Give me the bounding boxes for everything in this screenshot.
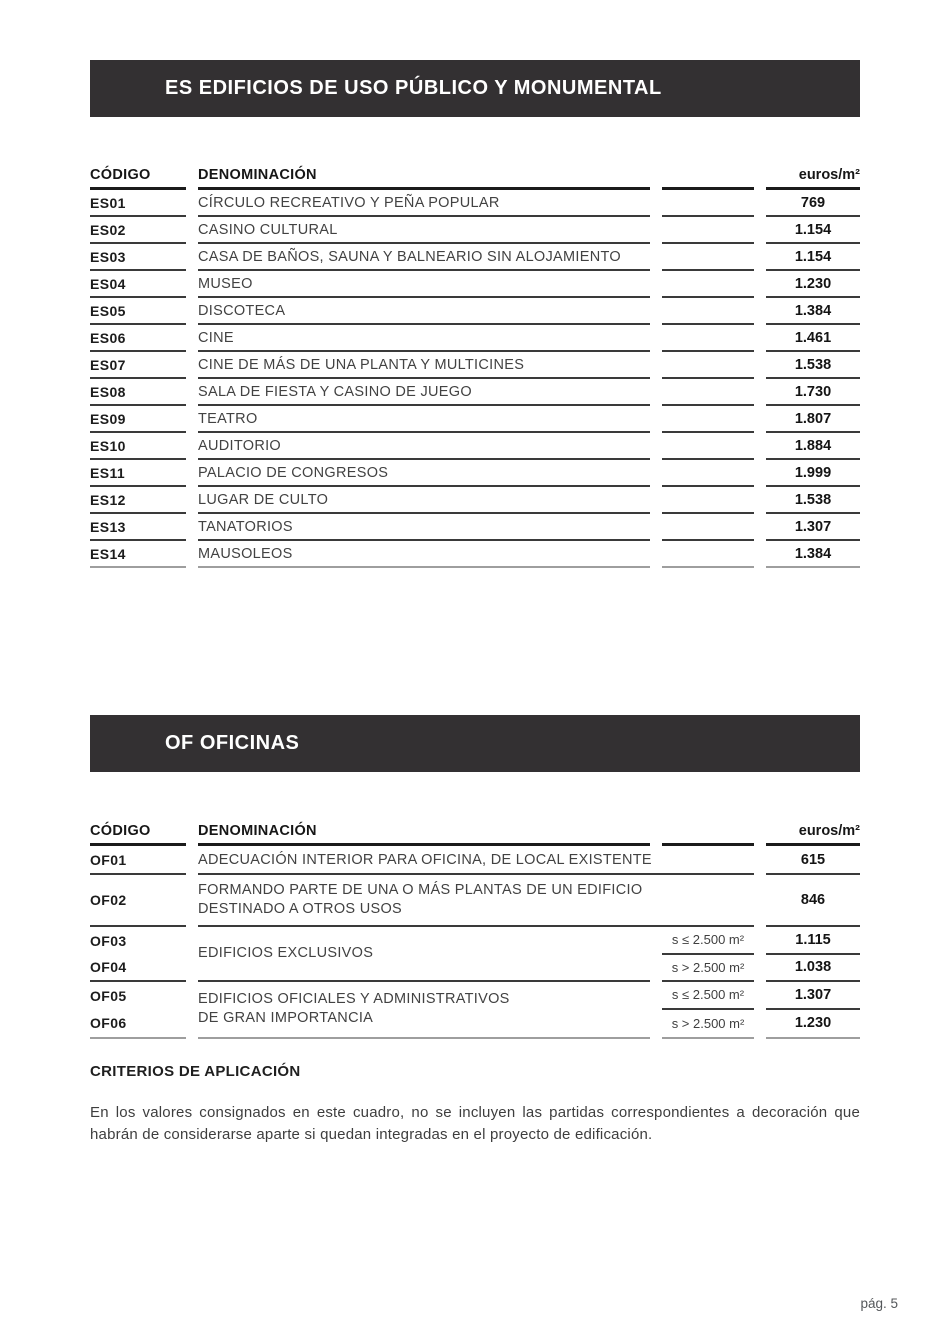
table-row [90, 487, 860, 514]
table-row [90, 460, 860, 487]
table-row [90, 352, 860, 379]
row-value: 1.384 [766, 541, 860, 568]
row-value: 1.884 [766, 433, 860, 460]
row-code: ES10 [90, 433, 186, 460]
row-denomination: CASINO CULTURAL [198, 217, 650, 244]
row-value: 1.730 [766, 379, 860, 406]
of-table-header-row [90, 819, 860, 846]
row-code: OF02 [90, 875, 186, 927]
row-denomination-line1: FORMANDO PARTE DE UNA O MÁS PLANTAS DE UN EDIFICIO [198, 882, 643, 898]
row-value: 1.999 [766, 460, 860, 487]
row-denomination-line2: DESTINADO A OTROS USOS [198, 900, 402, 917]
group-denomination [198, 982, 650, 1039]
table-row [90, 271, 860, 298]
section-banner-of [90, 715, 860, 772]
row-code: ES07 [90, 352, 186, 379]
row-code: OF04 [90, 955, 186, 982]
table-row [90, 298, 860, 325]
row-condition-empty [662, 325, 754, 352]
row-denomination: LUGAR DE CULTO [198, 487, 650, 514]
es-table [90, 163, 860, 568]
row-value: 1.230 [766, 271, 860, 298]
row-condition-empty [662, 352, 754, 379]
row-value: 1.230 [766, 1010, 860, 1039]
row-code: ES05 [90, 298, 186, 325]
column-header-condition-empty [662, 819, 754, 846]
row-code: ES04 [90, 271, 186, 298]
row-denomination: TEATRO [198, 406, 650, 433]
row-condition: s > 2.500 m² [662, 1010, 754, 1039]
table-row [90, 325, 860, 352]
group-denomination-line2: DE GRAN IMPORTANCIA [198, 1010, 374, 1027]
row-condition-empty [662, 487, 754, 514]
row-denomination: SALA DE FIESTA Y CASINO DE JUEGO [198, 379, 650, 406]
table-row [90, 190, 860, 217]
row-condition-empty [662, 514, 754, 541]
table-row [90, 514, 860, 541]
row-denomination: ADECUACIÓN INTERIOR PARA OFICINA, DE LOCAL EXISTENTE [198, 846, 754, 875]
row-code: ES08 [90, 379, 186, 406]
page-content [0, 60, 950, 1147]
row-code: ES01 [90, 190, 186, 217]
row-value: 1.461 [766, 325, 860, 352]
row-denomination: CINE DE MÁS DE UNA PLANTA Y MULTICINES [198, 352, 650, 379]
row-denomination: TANATORIOS [198, 514, 650, 541]
table-row [90, 217, 860, 244]
row-code: ES03 [90, 244, 186, 271]
row-value: 1.307 [766, 514, 860, 541]
row-code: ES09 [90, 406, 186, 433]
row-condition: s ≤ 2.500 m² [662, 927, 754, 955]
table-row-group [90, 982, 860, 1039]
row-code: OF06 [90, 1010, 186, 1039]
row-condition: s ≤ 2.500 m² [662, 982, 754, 1010]
row-condition-empty [662, 460, 754, 487]
row-code: ES12 [90, 487, 186, 514]
row-value: 1.115 [766, 927, 860, 955]
row-denomination: AUDITORIO [198, 433, 650, 460]
row-code: OF05 [90, 987, 127, 1004]
row-condition-empty [662, 406, 754, 433]
row-condition-empty [662, 244, 754, 271]
table-row [90, 406, 860, 433]
row-condition-empty [662, 190, 754, 217]
row-value: 846 [766, 875, 860, 927]
row-condition-empty [662, 379, 754, 406]
table-row [90, 244, 860, 271]
row-code: ES02 [90, 217, 186, 244]
column-header-unit: euros/m² [766, 163, 860, 190]
column-header-condition-empty [662, 163, 754, 190]
page-number: pág. 5 [860, 1296, 898, 1311]
criteria-heading: CRITERIOS DE APLICACIÓN [90, 1062, 301, 1080]
column-header-denomination: DENOMINACIÓN [198, 819, 650, 846]
row-value: 1.807 [766, 406, 860, 433]
section-title-of: OF OFICINAS [165, 732, 300, 754]
row-value: 1.538 [766, 487, 860, 514]
row-code: ES06 [90, 325, 186, 352]
row-denomination: MAUSOLEOS [198, 541, 650, 568]
row-code: OF01 [90, 846, 186, 875]
column-header-code: CÓDIGO [90, 163, 186, 190]
criteria-paragraph: En los valores consignados en este cuadro, no se incluyen las partidas correspondientes a decoración que habrán de considerarse aparte si quedan integradas en el proyecto de edificación. [90, 1103, 860, 1144]
section-banner-es [90, 60, 860, 117]
row-denomination [198, 875, 754, 927]
row-condition-empty [662, 298, 754, 325]
table-row [90, 379, 860, 406]
section-title-es: ES EDIFICIOS DE USO PÚBLICO Y MONUMENTAL [165, 77, 662, 99]
column-header-denomination: DENOMINACIÓN [198, 163, 650, 190]
row-value: 1.038 [766, 955, 860, 982]
row-value: 1.384 [766, 298, 860, 325]
column-header-code: CÓDIGO [90, 819, 186, 846]
row-value: 769 [766, 190, 860, 217]
row-denomination: PALACIO DE CONGRESOS [198, 460, 650, 487]
row-code: ES14 [90, 541, 186, 568]
row-denomination: DISCOTECA [198, 298, 650, 325]
row-value: 1.538 [766, 352, 860, 379]
row-condition-empty [662, 541, 754, 568]
row-code: ES13 [90, 514, 186, 541]
row-value: 615 [766, 846, 860, 875]
of-table [90, 819, 860, 1039]
table-row [90, 875, 860, 927]
row-code: ES11 [90, 460, 186, 487]
table-row [90, 541, 860, 568]
row-condition-empty [662, 433, 754, 460]
row-denomination: CASA DE BAÑOS, SAUNA Y BALNEARIO SIN ALOJAMIENTO [198, 244, 650, 271]
row-denomination: CINE [198, 325, 650, 352]
row-condition: s > 2.500 m² [662, 955, 754, 982]
row-value: 1.154 [766, 217, 860, 244]
table-row-group [90, 927, 860, 982]
group-denomination: EDIFICIOS EXCLUSIVOS [198, 927, 650, 982]
row-condition-empty [662, 217, 754, 244]
row-denomination: CÍRCULO RECREATIVO Y PEÑA POPULAR [198, 190, 650, 217]
row-condition-empty [662, 271, 754, 298]
es-table-header-row [90, 163, 860, 190]
group-denomination-line1: EDIFICIOS OFICIALES Y ADMINISTRATIVOS [198, 991, 510, 1008]
column-header-unit: euros/m² [766, 819, 860, 846]
row-denomination: MUSEO [198, 271, 650, 298]
row-code: OF03 [90, 932, 127, 949]
row-value: 1.154 [766, 244, 860, 271]
row-value: 1.307 [766, 982, 860, 1010]
table-row [90, 846, 860, 875]
table-row [90, 433, 860, 460]
